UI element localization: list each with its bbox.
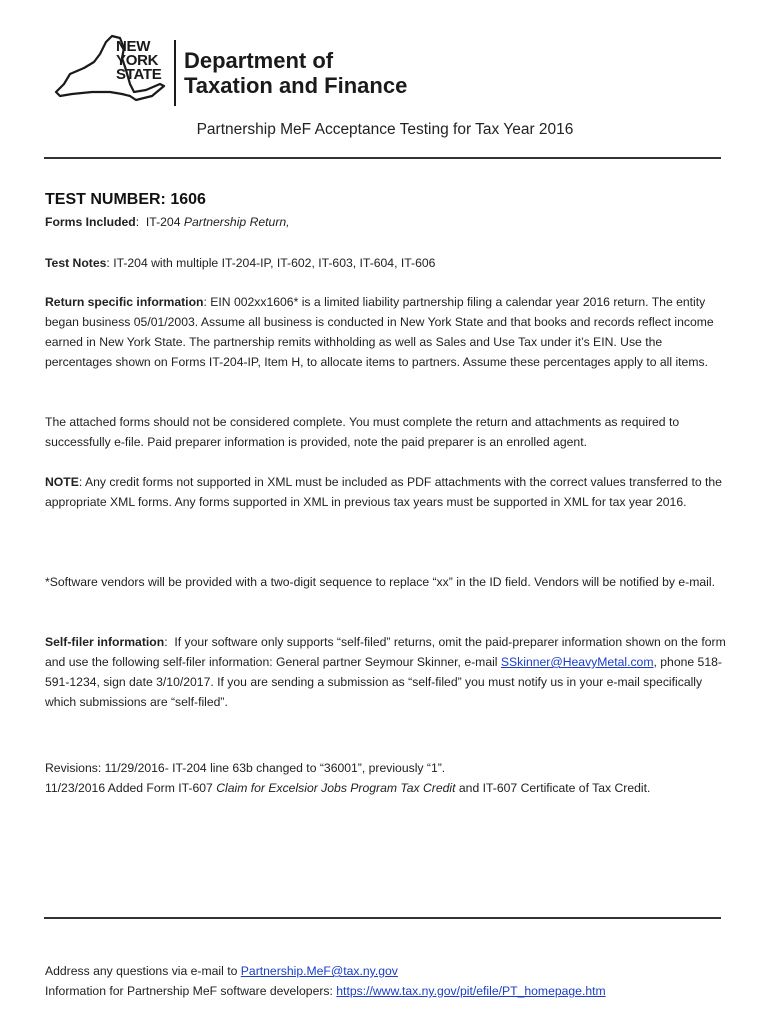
forms-included-label: Forms Included <box>45 215 136 229</box>
note-label: NOTE <box>45 475 79 489</box>
department-name: Department of Taxation and Finance <box>184 48 408 98</box>
self-filer-text-after: , phone 518-591-1234, sign date 3/10/2017. If you are sending a submission as “self-filed” you must notify us in your e-mail specifically which submissions are “self-filed”. <box>45 655 722 709</box>
revisions <box>45 758 731 798</box>
forms-included-title: Partnership Return, <box>183 215 290 229</box>
nys-tax-logo <box>50 34 430 114</box>
test-number-label: TEST NUMBER: <box>45 191 166 208</box>
logo-divider <box>174 40 176 106</box>
logo-state-name: NEW YORK STATE <box>116 38 162 83</box>
note-text: Any credit forms not supported in XML must be included as PDF attachments with the correct values transferred to the appropriate XML forms. Any forms supported in XML in previous tax years must be supported in XML for tax year 2016. <box>45 475 722 509</box>
return-specific-information: Return specific information: EIN 002xx1606* is a limited liability partnership filing a calendar year 2016 return. The entity began business 05/01/2003. Assume all business is conducted in New York State and that books and records reflect income earned in New York State. The partnership remits withholding as well as Sales and Use Tax under it’s EIN. Use the percentages shown on Forms IT-204-IP, Item H, to allocate items to partners. Assume these percentages apply to all items. <box>45 295 714 369</box>
questions-email-link[interactable]: Partnership.MeF@tax.ny.gov <box>240 964 398 978</box>
return-info-text: EIN 002xx1606* is a limited liability partnership filing a calendar year 2016 return. The entity began business 05/01/2003. Assume all business is conducted in New York State and that books and records reflect income earned in New York State. The partnership remits withholding as well as Sales and Use Tax under it’s EIN. Use the percentages shown on Forms IT-204-IP, Item H, to allocate items to partners. Assume these percentages apply to all items. <box>45 295 714 369</box>
developers-line: Information for Partnership MeF software developers: https://www.tax.ny.gov/pit/efile/PT_homepage.htm <box>45 984 606 998</box>
bottom-divider <box>44 917 721 919</box>
test-number-heading <box>45 191 206 209</box>
revision-line-2: 11/23/2016 Added Form IT-607 Claim for Excelsior Jobs Program Tax Credit and IT-607 Certificate of Tax Credit. <box>45 781 651 795</box>
top-divider <box>44 157 721 159</box>
software-vendors-note: *Software vendors will be provided with a two-digit sequence to replace “xx” in the ID field. Vendors will be notified by e-mail. <box>45 575 715 589</box>
test-number-value: 1606 <box>170 191 206 208</box>
test-notes-text: IT-204 with multiple IT-204-IP, IT-602, IT-603, IT-604, IT-606 <box>113 256 436 270</box>
questions-line: Address any questions via e-mail to Partnership.MeF@tax.ny.gov <box>45 964 398 978</box>
revision-line-1: Revisions: 11/29/2016- IT-204 line 63b changed to “36001”, previously “1”. <box>45 761 446 775</box>
self-filer-email-link[interactable]: SSkinner@HeavyMetal.com <box>500 655 654 669</box>
return-info-label: Return specific information <box>45 295 204 309</box>
self-filer-information: Self-filer information: If your software only supports “self-filed” returns, omit the paid-preparer information shown on the form and use the following self-filer information: General partner Seymour Skinner, e-mail SSkinner@HeavyMetal.com, phone 518-591-1234, sign date 3/10/2017. If you are sending a submission as “self-filed” you must notify us in your e-mail specifically which submissions are “self-filed”. <box>45 635 726 709</box>
contact-footer <box>45 961 731 1001</box>
document-title: Partnership MeF Acceptance Testing for Tax Year 2016 <box>196 121 574 138</box>
self-filer-label: Self-filer information <box>45 635 165 649</box>
test-notes: Test Notes: IT-204 with multiple IT-204-IP, IT-602, IT-603, IT-604, IT-606 <box>45 256 436 270</box>
forms-included-form: IT-204 <box>145 215 181 229</box>
self-filer-text: If your software only supports “self-filed” returns, omit the paid-preparer information shown on the form and use the following self-filer information: General partner Seymour Skinner, e-mail <box>45 635 726 669</box>
credit-forms-note: NOTE: Any credit forms not supported in XML must be included as PDF attachments with the correct values transferred to the appropriate XML forms. Any forms supported in XML in previous tax years must be supported in XML for tax year 2016. <box>45 475 722 509</box>
forms-included: Forms Included: IT-204 Partnership Return, <box>45 215 290 229</box>
developers-url-link[interactable]: https://www.tax.ny.gov/pit/efile/PT_homepage.htm <box>336 984 606 998</box>
attached-forms-note: The attached forms should not be considered complete. You must complete the return and attachments as required to successfully e-file. Paid preparer information is provided, note the paid preparer is an enrolled agent. <box>45 415 680 449</box>
test-notes-label: Test Notes <box>45 256 107 270</box>
